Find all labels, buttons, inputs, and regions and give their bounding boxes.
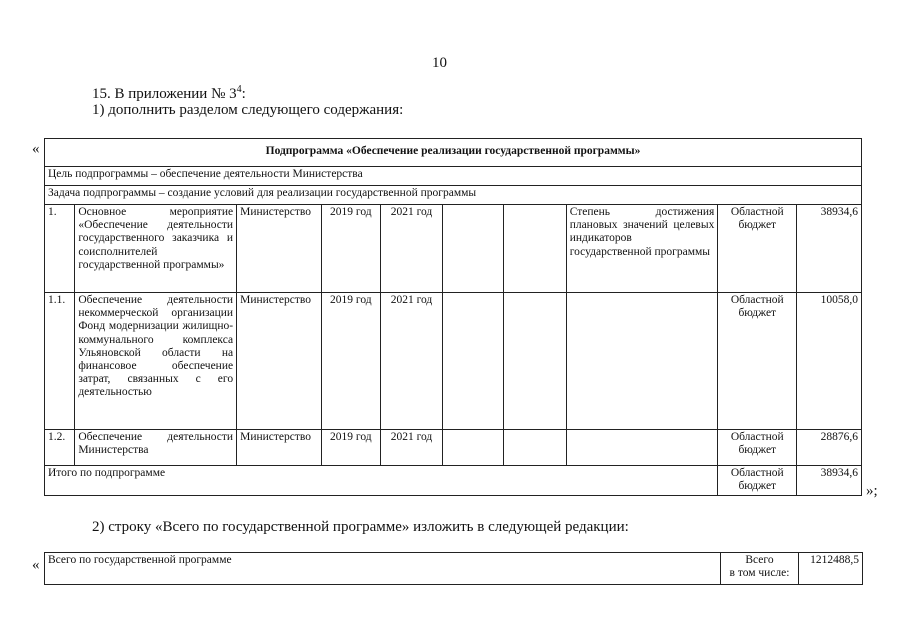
funding-amount: 28876,6 (797, 430, 862, 466)
amendment-item-1: 1) дополнить разделом следующего содержания: (92, 102, 404, 118)
open-quote-2: « (32, 557, 40, 573)
subprogram-title: Подпрограмма «Обеспечение реализации государственной программы» (45, 139, 862, 167)
table-row (45, 430, 862, 466)
empty-cell (443, 430, 504, 466)
funding-source: Областной бюджет (718, 430, 797, 466)
funding-source: Областной бюджет (718, 205, 797, 293)
row-number: 1.1. (45, 293, 75, 430)
program-total-source-line2: в том числе: (729, 567, 790, 580)
start-year: 2019 год (322, 430, 381, 466)
subprogram-table (44, 138, 862, 496)
empty-cell (443, 205, 504, 293)
subprogram-task: Задача подпрограммы – создание условий для реализации государственной программы (45, 186, 862, 205)
subprogram-goal: Цель подпрограммы – обеспечение деятельности Министерства (45, 167, 862, 186)
amendment-paragraph-15-colon: : (241, 86, 246, 102)
amendment-paragraph-15-text: 15. В приложении № 3 (92, 86, 237, 102)
end-year: 2021 год (380, 430, 443, 466)
start-year: 2019 год (322, 205, 381, 293)
target-indicator (566, 430, 718, 466)
total-amount: 38934,6 (797, 466, 862, 496)
program-total-label: Всего по государственной программе (45, 553, 721, 585)
program-total-source (721, 553, 799, 585)
program-total-source-line1: Всего (745, 554, 774, 566)
amendment-paragraph-15 (92, 84, 246, 103)
activity-name: Основное мероприятие «Обеспечение деятельности государственного заказчика и соисполнителей государственной программы» (75, 205, 237, 293)
program-total-amount: 1212488,5 (799, 553, 863, 585)
activity-name: Обеспечение деятельности некоммерческой организации Фонд модернизации жилищно-коммунального комплекса Ульяновской области на финансовое обеспечение затрат, связанных с его деятельностью (75, 293, 237, 430)
activity-name: Обеспечение деятельности Министерства (75, 430, 237, 466)
page-number: 10 (432, 55, 447, 71)
empty-cell (504, 205, 567, 293)
close-quote-1: »; (866, 483, 878, 499)
row-number: 1.2. (45, 430, 75, 466)
funding-source: Областной бюджет (718, 293, 797, 430)
executor: Министерство (237, 205, 322, 293)
table-row (45, 293, 862, 430)
executor: Министерство (237, 293, 322, 430)
total-row (45, 466, 862, 496)
empty-cell (504, 293, 567, 430)
table-row (45, 205, 862, 293)
end-year: 2021 год (380, 293, 443, 430)
appendix-superscript: 4 (236, 84, 242, 95)
end-year: 2021 год (380, 205, 443, 293)
total-funding-source: Областной бюджет (718, 466, 797, 496)
open-quote-1: « (32, 141, 40, 157)
start-year: 2019 год (322, 293, 381, 430)
executor: Министерство (237, 430, 322, 466)
empty-cell (443, 293, 504, 430)
amendment-item-2: 2) строку «Всего по государственной программе» изложить в следующей редакции: (92, 519, 629, 535)
funding-amount: 38934,6 (797, 205, 862, 293)
funding-amount: 10058,0 (797, 293, 862, 430)
row-number: 1. (45, 205, 75, 293)
total-label: Итого по подпрограмме (45, 466, 718, 496)
program-total-table (44, 552, 863, 585)
empty-cell (504, 430, 567, 466)
target-indicator: Степень достижения плановых значений целевых индикаторов государственной программы (566, 205, 718, 293)
target-indicator (566, 293, 718, 430)
